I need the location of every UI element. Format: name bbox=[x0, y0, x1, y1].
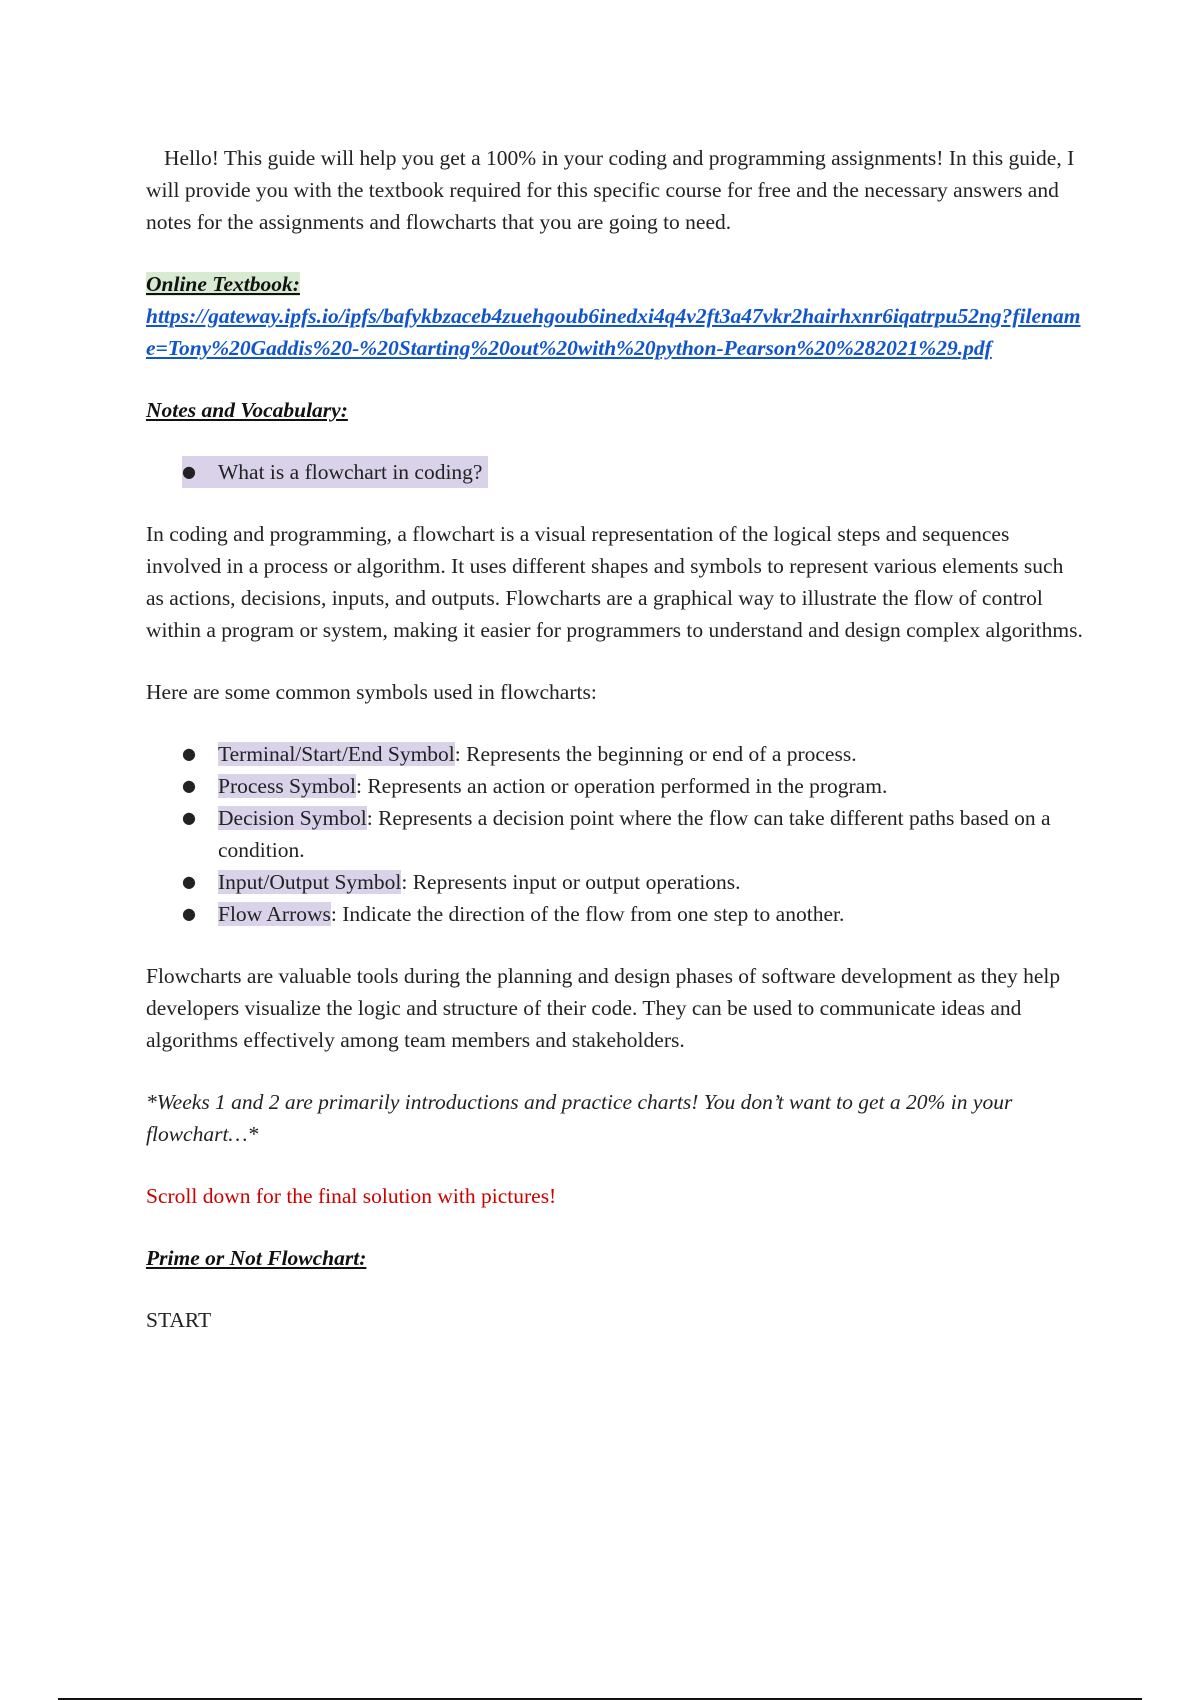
document-page bbox=[146, 142, 1086, 1336]
flowchart-question-item bbox=[182, 456, 488, 488]
symbol-term: Process Symbol bbox=[218, 774, 356, 798]
symbol-term: Flow Arrows bbox=[218, 902, 331, 926]
bullet-icon: ● bbox=[182, 744, 196, 763]
prime-heading-line bbox=[146, 1242, 1086, 1274]
symbol-desc: : Represents input or output operations. bbox=[401, 870, 741, 894]
symbols-list bbox=[146, 738, 1086, 930]
symbols-intro: Here are some common symbols used in flowcharts: bbox=[146, 680, 597, 704]
bullet-icon: ● bbox=[182, 808, 196, 827]
bullet-icon: ● bbox=[182, 904, 196, 923]
textbook-heading: Online Textbook: bbox=[146, 272, 300, 296]
list-item bbox=[146, 866, 1086, 898]
weeks-note: *Weeks 1 and 2 are primarily introductions and practice charts! You don’t want to get a 20% in your flowchart…* bbox=[146, 1090, 1013, 1146]
notes-heading-line bbox=[146, 394, 1086, 426]
textbook-heading-line bbox=[146, 268, 1086, 300]
symbol-term: Terminal/Start/End Symbol bbox=[218, 742, 455, 766]
symbol-term: Input/Output Symbol bbox=[218, 870, 402, 894]
prime-heading: Prime or Not Flowchart: bbox=[146, 1246, 367, 1270]
bullet-icon: ● bbox=[182, 776, 196, 795]
list-item bbox=[146, 898, 1086, 930]
notes-heading: Notes and Vocabulary: bbox=[146, 398, 348, 422]
list-item bbox=[146, 770, 1086, 802]
symbol-desc: : Represents a decision point where the flow can take different paths based on a condition. bbox=[218, 806, 1051, 862]
bullet-icon: ● bbox=[182, 462, 196, 481]
start-label: START bbox=[146, 1308, 212, 1332]
list-item bbox=[146, 802, 1086, 866]
bullet-icon: ● bbox=[182, 872, 196, 891]
flowchart-question: What is a flowchart in coding? bbox=[218, 460, 483, 484]
intro-paragraph: Hello! This guide will help you get a 100% in your coding and programming assignments! In this guide, I will provide you with the textbook required for this specific course for free and the necessary answers and notes for the assignments and flowcharts that you are going to need. bbox=[146, 146, 1075, 234]
definition-paragraph: In coding and programming, a flowchart is a visual representation of the logical steps and sequences involved in a process or algorithm. It uses different shapes and symbols to represent various elements such as actions, decisions, inputs, and outputs. Flowcharts are a graphical way to illustrate the flow of control within a program or system, making it easier for programmers to understand and design complex algorithms. bbox=[146, 522, 1083, 642]
scroll-note: Scroll down for the final solution with pictures! bbox=[146, 1184, 557, 1208]
symbol-desc: : Indicate the direction of the flow from one step to another. bbox=[330, 902, 845, 926]
symbol-term: Decision Symbol bbox=[218, 806, 367, 830]
closing-paragraph: Flowcharts are valuable tools during the planning and design phases of software development as they help developers visualize the logic and structure of their code. They can be used to communicate ideas and algorithms effectively among team members and stakeholders. bbox=[146, 964, 1061, 1052]
flowchart-question-line bbox=[146, 456, 1086, 488]
textbook-link[interactable]: https://gateway.ipfs.io/ipfs/bafykbzaceb4zuehgoub6inedxi4q4v2ft3a47vkr2hairhxnr6iqatrpu52ng?filename=Tony%20Gaddis%20-%20Starting%20out%20with%20python-Pearson%20%282021%29.pdf bbox=[146, 304, 1081, 360]
symbol-desc: : Represents the beginning or end of a process. bbox=[454, 742, 857, 766]
symbol-desc: : Represents an action or operation performed in the program. bbox=[355, 774, 888, 798]
list-item bbox=[146, 738, 1086, 770]
